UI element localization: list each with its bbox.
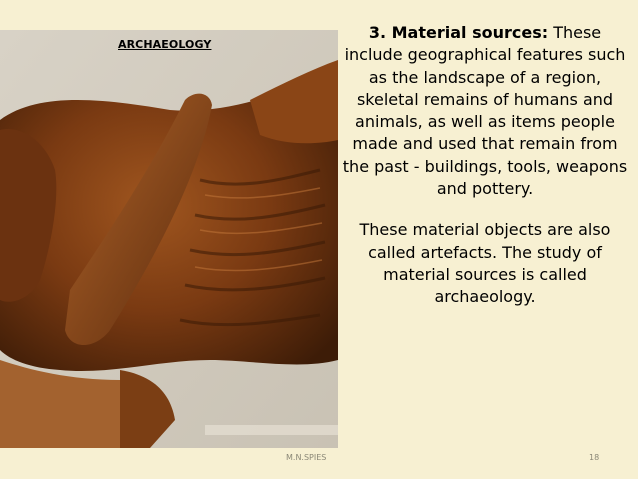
paragraph-lead: 3. Material sources: [368, 23, 549, 42]
section-label: ARCHAEOLOGY [118, 38, 212, 51]
body-text [340, 22, 630, 309]
mummified-body-photo [0, 30, 338, 448]
page-number: 18 [589, 453, 600, 462]
paragraph-material-sources [340, 22, 630, 200]
paragraph-artefacts: These material objects are also called artefacts. The study of material sources is called archaeology. [359, 220, 611, 307]
footer-author: M.N.SPIES [286, 453, 327, 462]
paragraph-body: These include geographical features such as the landscape of a region, skeletal remains of humans and animals, as well as items people made and used that remain from the past - buildings, tools, weapons and pottery. [342, 23, 628, 199]
